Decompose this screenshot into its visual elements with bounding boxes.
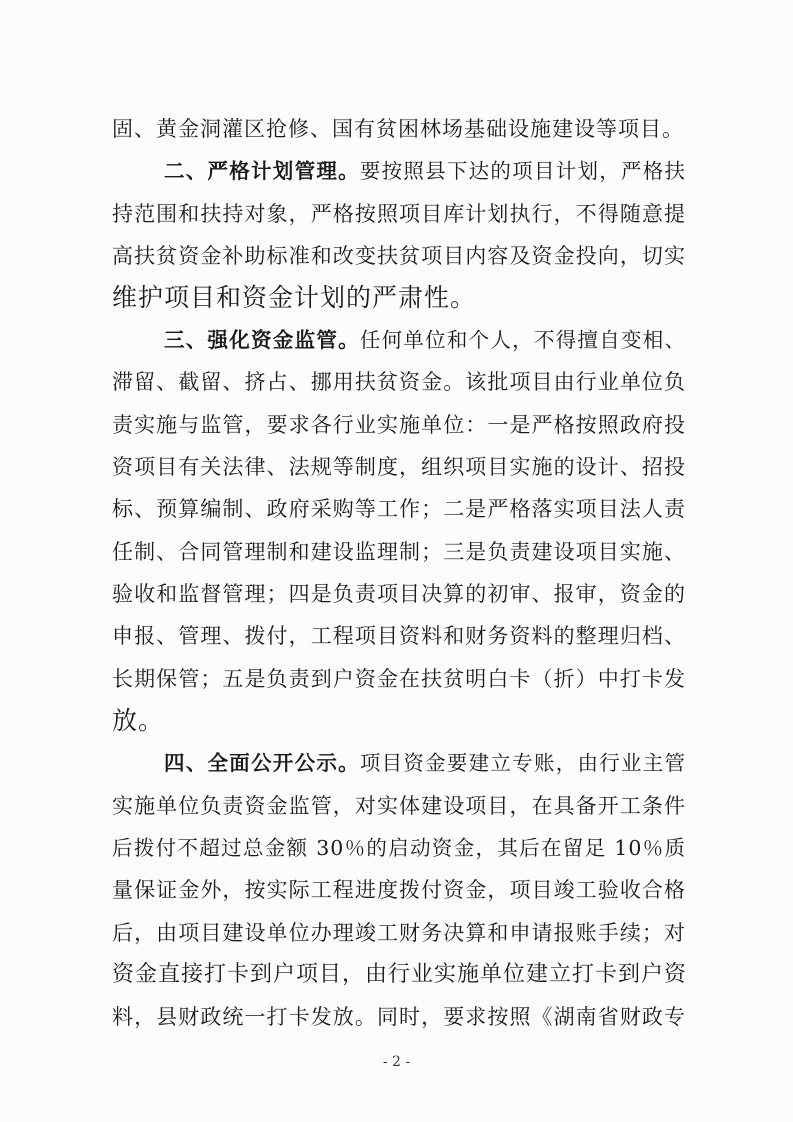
text-line: 任制、合同管理制和建设监理制；三是负责建设项目实施、 bbox=[112, 540, 686, 564]
text-line: 维护项目和资金计划的严肃性。 bbox=[112, 283, 477, 312]
text-line: 资项目有关法律、法规等制度，组织项目实施的设计、招投 bbox=[112, 455, 686, 479]
text-line: 持范围和扶持对象，严格按照项目库计划执行，不得随意提 bbox=[112, 202, 686, 226]
section-heading: 二、严格计划管理。 bbox=[164, 159, 360, 183]
section-3-line: 三、强化资金监管。任何单位和个人，不得擅自变相、 bbox=[164, 328, 687, 352]
text-line: 实施单位负责资金监管，对实体建设项目，在具备开工条件 bbox=[112, 794, 686, 818]
text-line: 资金直接打卡到户项目，由行业实施单位建立打卡到户资 bbox=[112, 962, 688, 987]
section-2-line: 二、严格计划管理。要按照县下达的项目计划，严格扶 bbox=[164, 159, 687, 183]
text-line: 料，县财政统一打卡发放。同时，要求按照《湖南省财政专 bbox=[112, 1005, 686, 1029]
text-line: 验收和监督管理；四是负责项目决算的初审、报审，资金的 bbox=[112, 582, 686, 606]
text-line: 放。 bbox=[112, 706, 165, 735]
text-line: 滞留、截留、挤占、挪用扶贫资金。该批项目由行业单位负 bbox=[112, 370, 686, 394]
text-line: 后拨付不超过总金额 30％的启动资金，其后在留足 10％质 bbox=[112, 836, 686, 860]
text-line: 长期保管；五是负责到户资金在扶贫明白卡（折）中打卡发 bbox=[112, 667, 686, 691]
section-heading: 四、全面公开公示。 bbox=[164, 751, 360, 775]
text-line: 责实施与监管，要求各行业实施单位：一是严格按照政府投 bbox=[112, 413, 686, 437]
text-line: 高扶贫资金补助标准和改变扶贫项目内容及资金投向，切实 bbox=[112, 244, 686, 268]
text-line: 固、黄金洞灌区抢修、国有贫困林场基础设施建设等项目。 bbox=[112, 117, 684, 141]
page-number: - 2 - bbox=[382, 1054, 411, 1070]
text-line: 申报、管理、拨付，工程项目资料和财务资料的整理归档、 bbox=[112, 624, 686, 648]
text-line: 标、预算编制、政府采购等工作；二是严格落实项目法人责 bbox=[112, 497, 686, 521]
text-line: 后，由项目建设单位办理竣工财务决算和申请报账手续；对 bbox=[112, 921, 686, 945]
text-line: 量保证金外，按实际工程进度拨付资金，项目竣工验收合格 bbox=[112, 878, 686, 902]
section-4-line: 四、全面公开公示。项目资金要建立专账，由行业主管 bbox=[164, 751, 687, 775]
section-heading: 三、强化资金监管。 bbox=[164, 328, 360, 352]
